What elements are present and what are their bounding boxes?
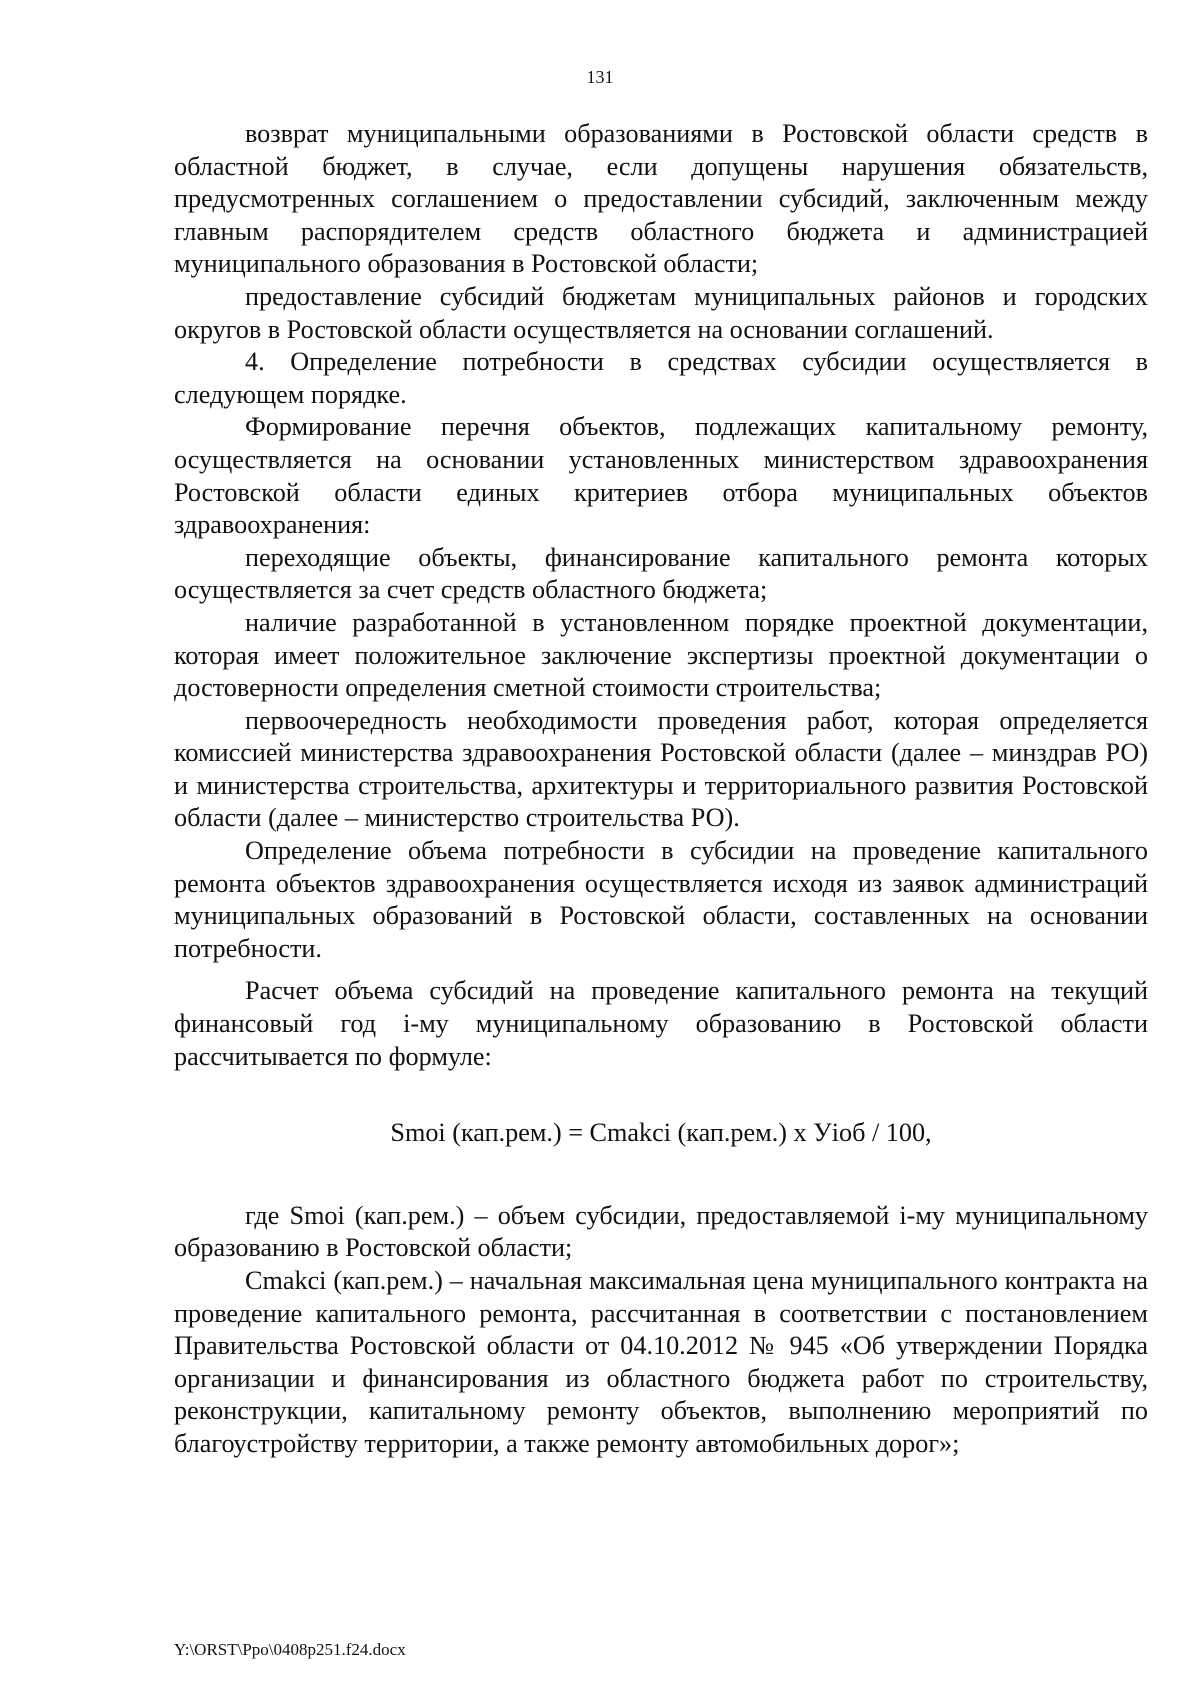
paragraph: Формирование перечня объектов, подлежащих капитальному ремонту, осуществляется на основании установленных министерством здравоохранения Ростовской области единых критериев отбора муниципальных объектов здравоохранения: — [174, 412, 1148, 540]
paragraph: первоочередность необходимости проведения работ, которая определяется комиссией министерства здравоохранения Ростовской области (далее – минздрав РО) и министерства строительства, архитектуры и территориального развития Ростовской области (далее – министерство строительства РО). — [174, 705, 1148, 833]
document-body — [174, 118, 1148, 1461]
paragraph: Cmakci (кап.рем.) – начальная максимальная цена муниципального контракта на проведение капитального ремонта, рассчитанная в соответствии с постановлением Правительства Ростовской области от 04.10.2012 № 945 «Об утверждении Порядка организации и финансирования из областного бюджета работ по строительству, реконструкции, капитальному ремонту объектов, выполнению мероприятий по благоустройству территории, а также ремонту автомобильных дорог»; — [174, 1266, 1148, 1458]
footer-file-path: Y:\ORST\Ppo\0408p251.f24.docx — [174, 1640, 406, 1659]
formula: Smoi (кап.рем.) = Cmakci (кап.рем.) x Уioб / 100, — [390, 1118, 932, 1148]
paragraph: возврат муниципальными образованиями в Ростовской области средств в областной бюджет, в случае, если допущены нарушения обязательств, предусмотренных соглашением о предоставлении субсидий, заключенным между главным распорядителем средств областного бюджета и администрацией муниципального образования в Ростовской области; — [174, 119, 1148, 279]
paragraph: переходящие объекты, финансирование капитального ремонта которых осуществляется за счет средств областного бюджета; — [174, 542, 1148, 605]
page-number: 131 — [586, 67, 614, 87]
paragraph: 4. Определение потребности в средствах субсидии осуществляется в следующем порядке. — [174, 347, 1148, 409]
paragraph: предоставление субсидий бюджетам муниципальных районов и городских округов в Ростовской области осуществляется на основании соглашений. — [174, 281, 1148, 344]
paragraph: где Smoi (кап.рем.) – объем субсидии, предоставляемой i-му муниципальному образованию в Ростовской области; — [174, 1200, 1148, 1263]
paragraph: Расчет объема субсидий на проведение капитального ремонта на текущий финансовый год i-му муниципальному образованию в Ростовской области рассчитывается по формуле: — [174, 976, 1148, 1071]
paragraph: Определение объема потребности в субсидии на проведение капитального ремонта объектов здравоохранения осуществляется исходя из заявок администраций муниципальных образований в Ростовской области, составленных на основании потребности. — [174, 836, 1148, 963]
paragraph: наличие разработанной в установленном порядке проектной документации, которая имеет положительное заключение экспертизы проектной документации о достоверности определения сметной стоимости строительства; — [174, 607, 1148, 703]
